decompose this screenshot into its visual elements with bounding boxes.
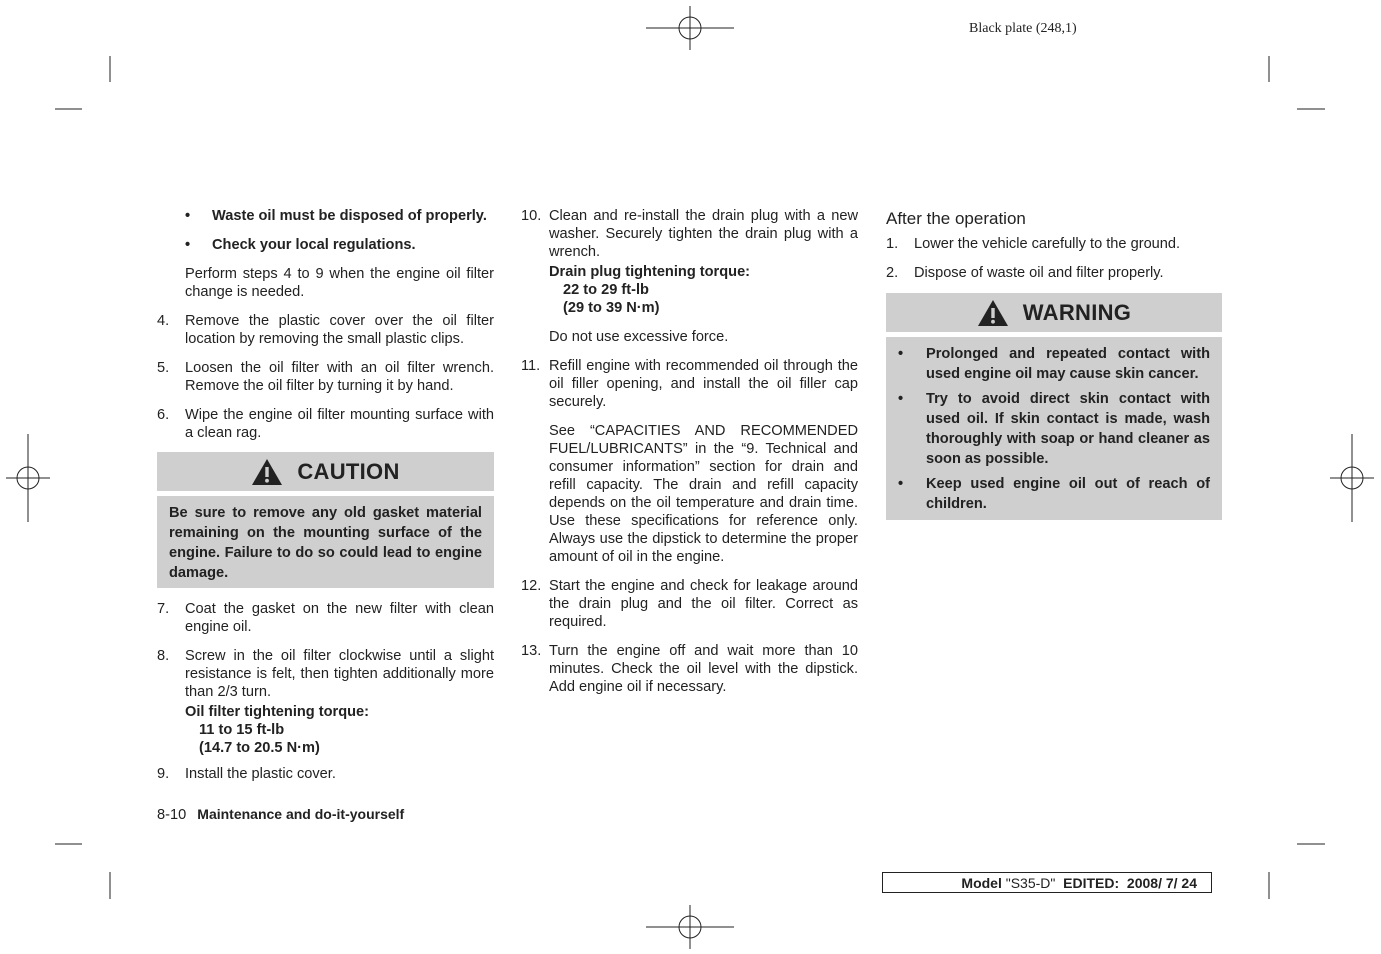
- page-footer: [157, 806, 404, 823]
- warning-item: • Prolonged and repeated contact with used engine oil may cause skin cancer.: [898, 346, 1210, 382]
- bullet-item: • Check your local regulations.: [185, 237, 416, 253]
- column-left: [157, 207, 494, 783]
- section-title: Maintenance and do-it-yourself: [197, 806, 405, 822]
- step-item: 13. Turn the engine off and wait more than 10 minutes. Check the oil level with the dipstick. Add engine oil if necessary.: [521, 643, 858, 695]
- bullet-icon: •: [898, 346, 904, 362]
- column-right: [886, 207, 1222, 520]
- model-edited-box: Model "S35-D" EDITED: 2008/ 7/ 24: [882, 872, 1212, 893]
- bullet-icon: •: [185, 237, 191, 253]
- plate-label: Black plate (248,1): [969, 21, 1077, 36]
- bullet-icon: •: [185, 208, 191, 224]
- step-item: 5. Loosen the oil filter with an oil filter wrench. Remove the oil filter by turning it by hand.: [157, 360, 494, 394]
- caution-label: CAUTION: [297, 458, 400, 484]
- bullet-icon: •: [898, 391, 904, 407]
- step-item: 4. Remove the plastic cover over the oil filter location by removing the small plastic clips.: [157, 313, 494, 347]
- warning-item: • Keep used engine oil out of reach of children.: [898, 476, 1210, 512]
- warning-box: [886, 293, 1222, 520]
- torque-spec: Oil filter tightening torque: 11 to 15 ft-lb (14.7 to 20.5 N·m): [185, 704, 370, 756]
- model-code: "S35-D": [1005, 874, 1056, 891]
- column-middle: [521, 207, 858, 707]
- step-item: 9. Install the plastic cover.: [157, 766, 336, 782]
- bullet-item: • Waste oil must be disposed of properly.: [185, 208, 487, 224]
- warning-triangle-icon: [977, 299, 1009, 327]
- bullet-icon: •: [898, 476, 904, 492]
- warning-label: WARNING: [1022, 299, 1132, 325]
- warning-list: [886, 337, 1222, 520]
- section-heading: After the operation: [886, 209, 1026, 228]
- step-item: 1. Lower the vehicle carefully to the ground.: [886, 236, 1181, 252]
- warning-triangle-icon: [251, 458, 283, 486]
- note-text: See “CAPACITIES AND RECOMMENDED FUEL/LUBRICANTS” in the “9. Technical and consumer information” section for drain and refill capacity. The drain and refill capacity depends on the oil temperature and drain time. Use these specifications for reference only. Always use the dipstick to determine the proper amount of oil in the engine.: [549, 423, 858, 565]
- step-item: 12. Start the engine and check for leakage around the drain plug and the oil filter. Correct as required.: [521, 578, 858, 630]
- torque-spec: Drain plug tightening torque: 22 to 29 ft-lb (29 to 39 N·m): [549, 264, 751, 316]
- caution-text: Be sure to remove any old gasket material remaining on the mounting surface of the engine. Failure to do so could lead to engine damage.: [157, 496, 494, 588]
- caution-box: [157, 452, 494, 588]
- step-item: 7. Coat the gasket on the new filter with clean engine oil.: [157, 601, 494, 635]
- step-item: 2. Dispose of waste oil and filter properly.: [886, 265, 1164, 281]
- step-item: 10. Clean and re-install the drain plug with a new washer. Securely tighten the drain plug with a wrench. Drain plug tightening torque: 22 to 29 ft-lb (29 to 39 N·m): [521, 208, 858, 316]
- warning-header: [886, 293, 1222, 332]
- note-text: Perform steps 4 to 9 when the engine oil filter change is needed.: [185, 266, 494, 300]
- page-number: 8-10: [157, 807, 187, 823]
- note-text: Do not use excessive force.: [549, 329, 729, 345]
- warning-item: • Try to avoid direct skin contact with used oil. If skin contact is made, wash thoroughly with soap or hand cleaner as soon as possible.: [898, 391, 1210, 467]
- caution-header: [157, 452, 494, 491]
- step-item: 6. Wipe the engine oil filter mounting surface with a clean rag.: [157, 407, 494, 441]
- step-item: 11. Refill engine with recommended oil through the oil filler opening, and install the oil filler cap securely.: [521, 358, 858, 410]
- step-item: 8. Screw in the oil filter clockwise until a slight resistance is felt, then tighten additionally more than 2/3 turn. Oil filter tightening torque: 11 to 15 ft-lb (14.7 to 20.5 N·m): [157, 648, 494, 756]
